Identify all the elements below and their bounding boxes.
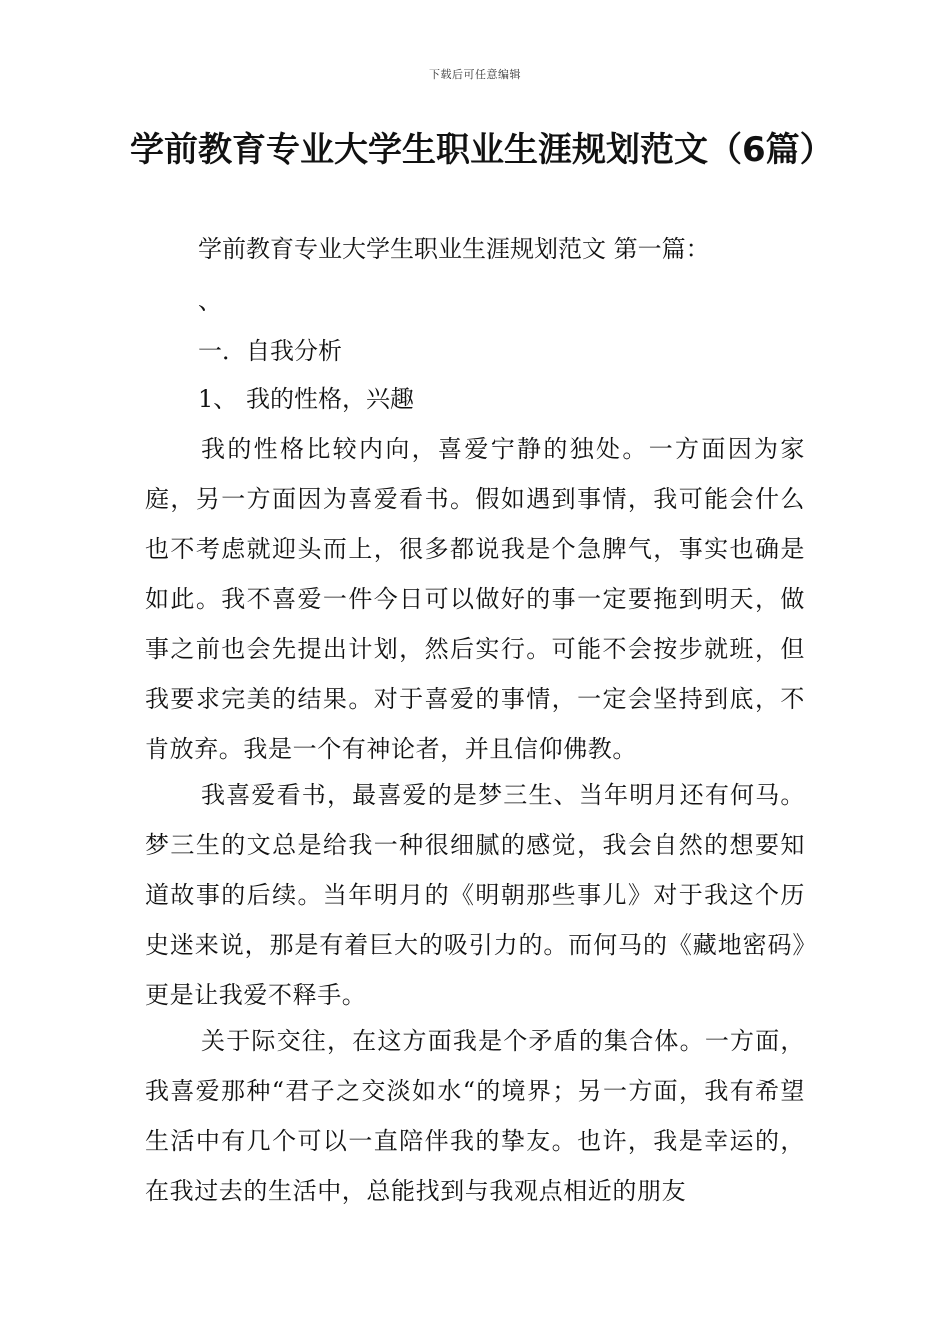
paragraph-social-relations: 关于际交往，在这方面我是个矛盾的集合体。一方面，我喜爱那种“君子之交淡如水“的境界；另一方面，我有希望生活中有几个可以一直陪伴我的挚友。也许，我是幸运的，在我过去的生活中，总能找到与我观点相近的朋友 — [145, 1027, 805, 1205]
paragraph-reading-interests: 我喜爱看书，最喜爱的是梦三生、当年明月还有何马。梦三生的文总是给我一种很细腻的感觉，我会自然的想要知道故事的后续。当年明月的《明朝那些事儿》对于我这个历史迷来说，那是有着巨大的吸引力的。而何马的《藏地密码》更是让我爱不释手。 — [145, 781, 805, 1009]
subsection-number: 1、 — [198, 385, 238, 413]
section-heading-self-analysis: 一．自我分析 — [198, 337, 342, 365]
subsection-label: 我的性格，兴趣 — [246, 385, 414, 413]
paragraph-personality: 我的性格比较内向，喜爱宁静的独处。一方面因为家庭，另一方面因为喜爱看书。假如遇到事情，我可能会什么也不考虑就迎头而上，很多都说我是个急脾气，事实也确是如此。我不喜爱一件今日可以做好的事一定要拖到明天，做事之前也会先提出计划，然后实行。可能不会按步就班，但我要求完美的结果。对于喜爱的事情，一定会坚持到底，不肯放弃。我是一个有神论者，并且信仰佛教。 — [145, 435, 805, 763]
header-note: 下载后可任意编辑 — [429, 68, 521, 81]
document-title: 学前教育专业大学生职业生涯规划范文（6篇） — [130, 130, 834, 170]
subsection-heading-personality — [198, 384, 414, 414]
chapter-subheading: 学前教育专业大学生职业生涯规划范文 第一篇： — [198, 235, 710, 263]
stray-punctuation-mark: 、 — [198, 287, 222, 315]
